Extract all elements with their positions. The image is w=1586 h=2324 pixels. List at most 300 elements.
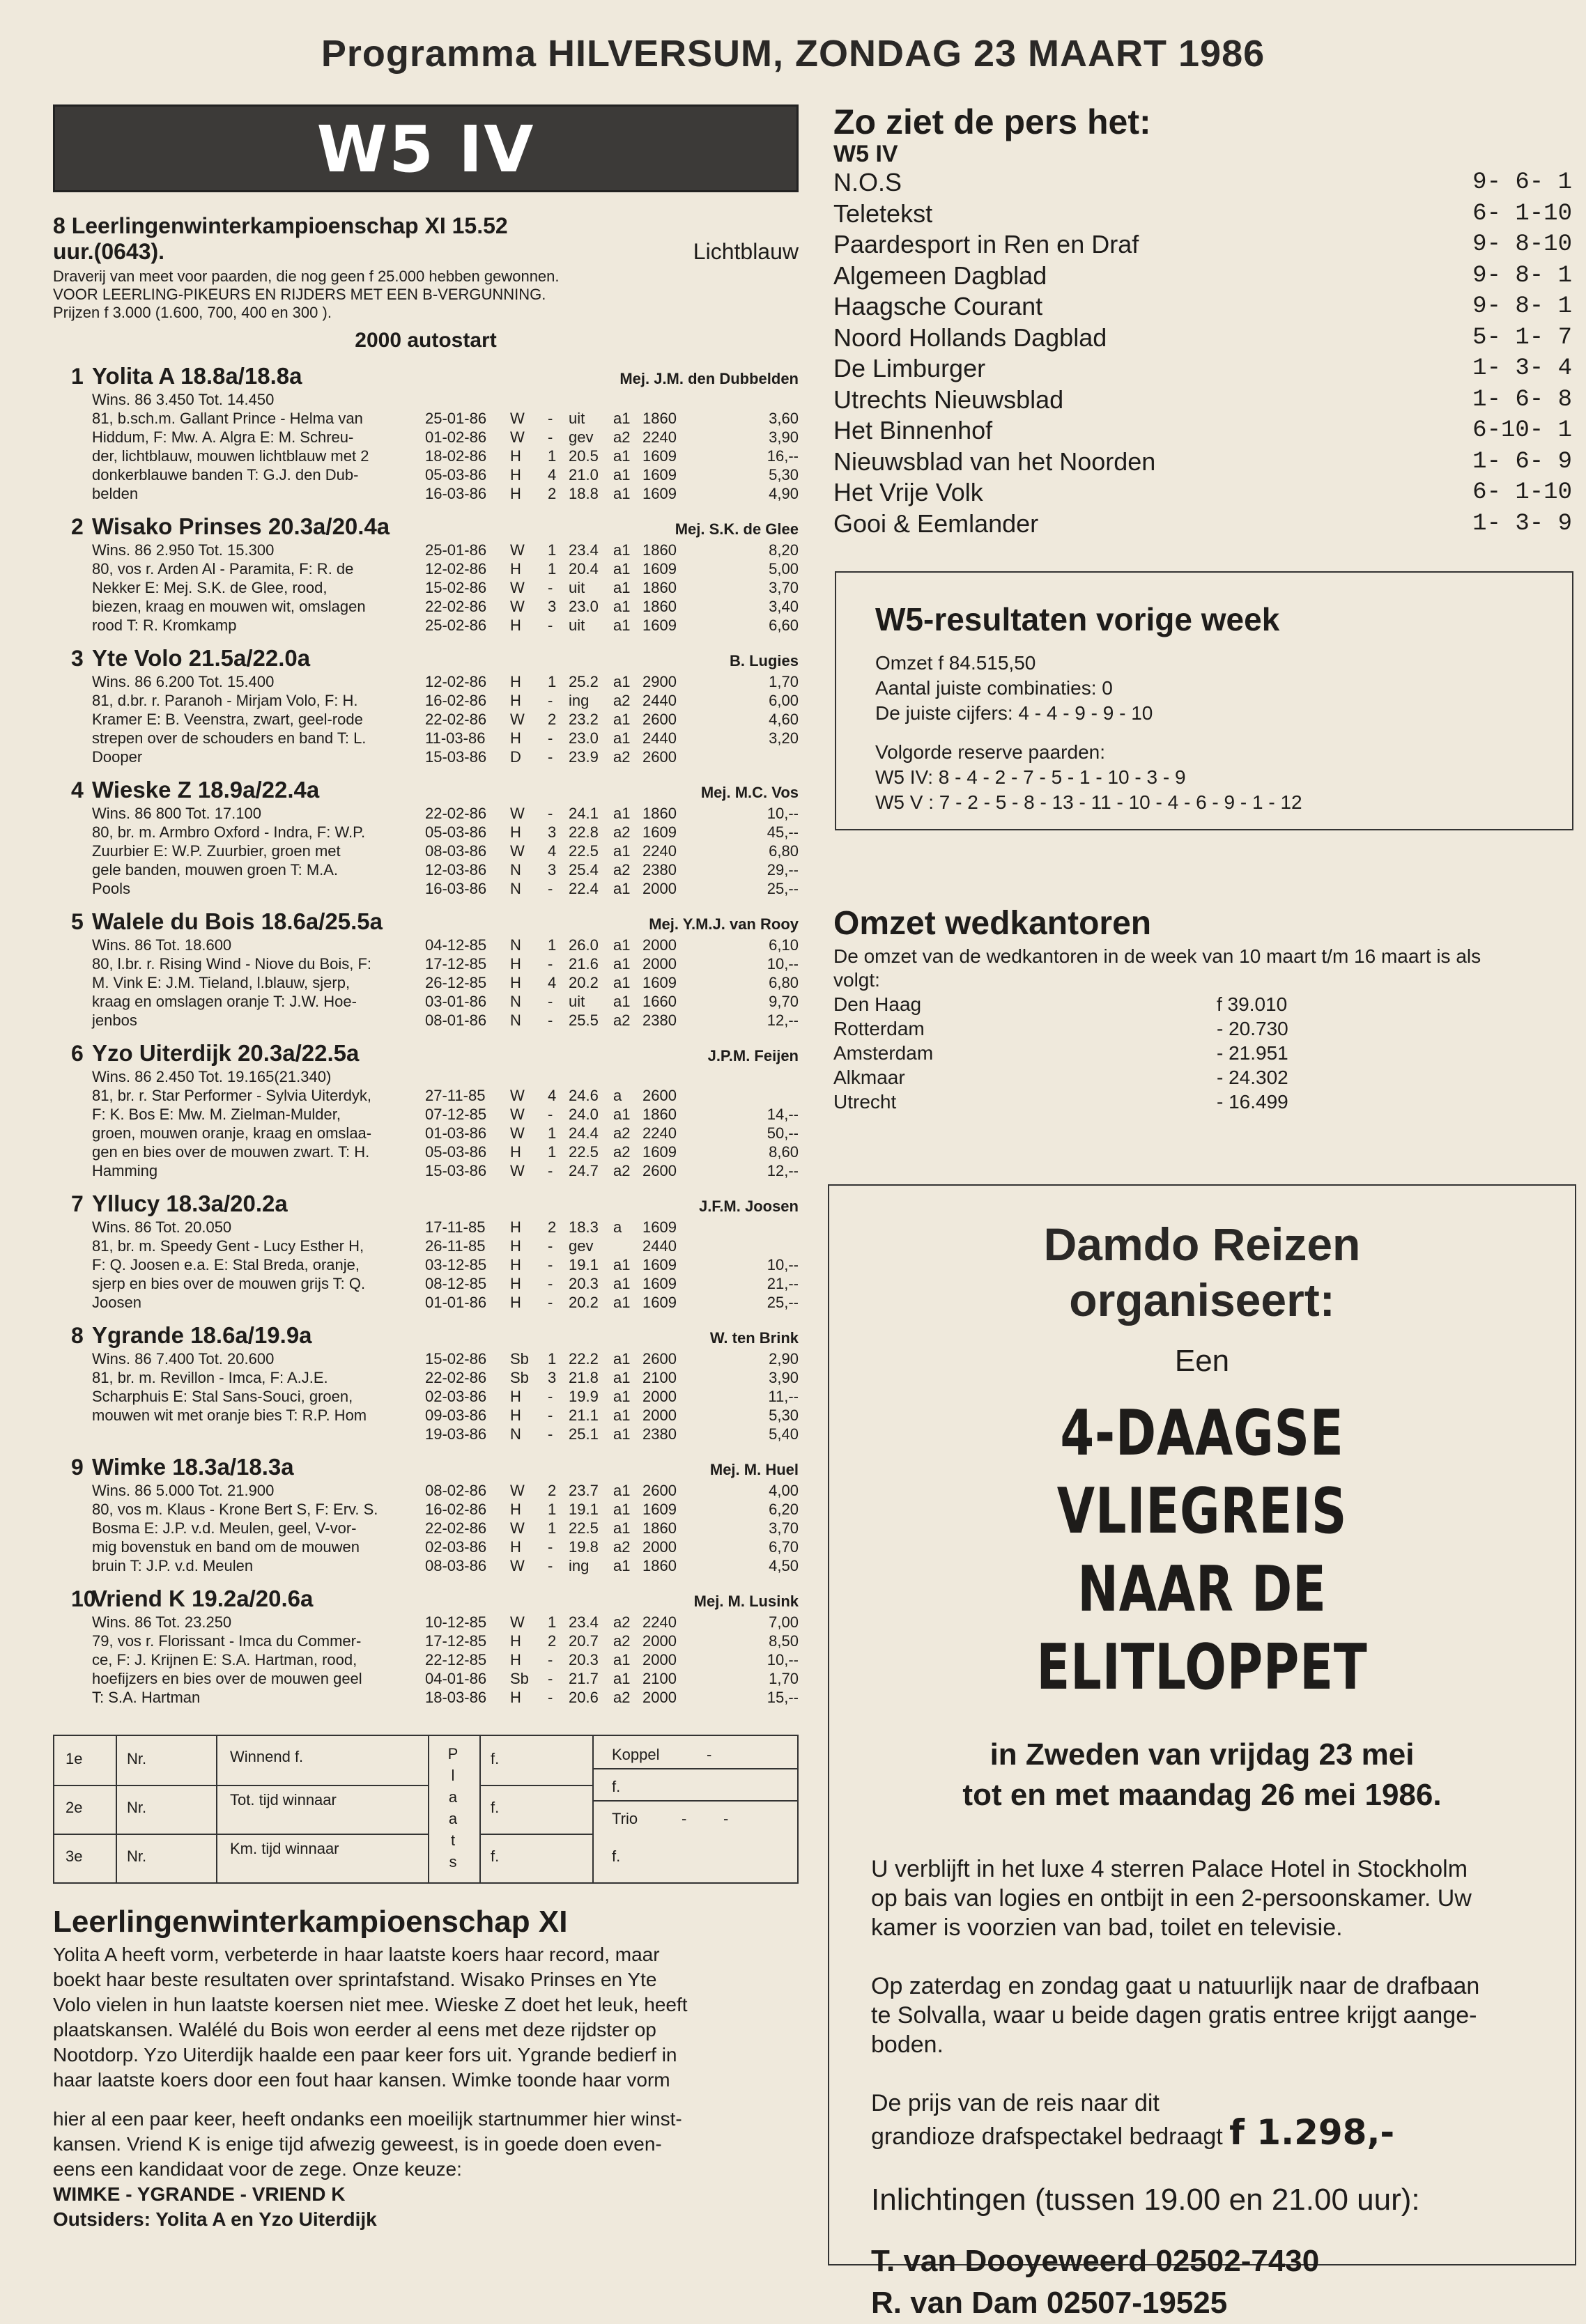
koppel-label: Koppel bbox=[612, 1746, 660, 1763]
result-cell: 2380 bbox=[642, 861, 677, 878]
result-cell: a1 bbox=[613, 1256, 631, 1273]
result-cell bbox=[510, 1067, 548, 1086]
result-cell: a1 bbox=[613, 447, 631, 465]
horse-title-row bbox=[92, 513, 799, 541]
pers-row bbox=[833, 385, 1572, 416]
result-cell: H bbox=[510, 1237, 521, 1255]
ad-dates bbox=[829, 1735, 1575, 1815]
result-cell: 04-12-85 bbox=[425, 936, 487, 954]
pers-section bbox=[833, 103, 1572, 539]
result-cell: H bbox=[510, 447, 521, 465]
result-cell: - bbox=[548, 993, 553, 1010]
result-cell: 23.7 bbox=[569, 1482, 599, 1499]
horse-desc-line: F: Q. Joosen e.a. E: Stal Breda, oranje, bbox=[92, 1256, 360, 1273]
result-cell: 2600 bbox=[642, 748, 677, 766]
result-cell: 08-02-86 bbox=[425, 1482, 487, 1499]
ad-text-line: U verblijft in het luxe 4 sterren Palace Hotel in Stockholm bbox=[871, 1856, 1468, 1882]
result-cell: 4 bbox=[548, 842, 557, 860]
horse-name: Wisako Prinses 20.3a/20.4a bbox=[92, 513, 390, 539]
result-cell: a1 bbox=[613, 466, 631, 483]
result-cell: - bbox=[548, 1294, 553, 1311]
result-cell: a1 bbox=[613, 711, 631, 728]
result-cell: 1860 bbox=[642, 598, 677, 615]
result-cell: 22-02-86 bbox=[425, 1519, 487, 1537]
result-cell: 2 bbox=[548, 711, 557, 728]
result-cell: 09-03-86 bbox=[425, 1407, 487, 1424]
result-cell: 2440 bbox=[642, 729, 677, 747]
result-box-divider bbox=[479, 1834, 592, 1835]
plaats-letter: a bbox=[448, 1788, 458, 1806]
result-cell: 1 bbox=[548, 1501, 557, 1518]
result-cell: Sb bbox=[510, 1369, 529, 1386]
result-cell: 03-12-85 bbox=[425, 1256, 487, 1273]
result-cell: a1 bbox=[613, 993, 631, 1010]
result-cell: H bbox=[510, 617, 521, 634]
result-row bbox=[425, 1218, 799, 1237]
plaats-letter: l bbox=[451, 1767, 455, 1784]
result-cell: 15,-- bbox=[767, 1689, 799, 1706]
result-cell: 15-03-86 bbox=[425, 1162, 487, 1179]
f-label: f. bbox=[612, 1847, 621, 1865]
race-condition-line: VOOR LEERLING-PIKEURS EN RIJDERS MET EEN B-VERGUNNING. bbox=[53, 286, 546, 303]
result-cell: 1609 bbox=[642, 1501, 677, 1518]
result-cell: gev bbox=[569, 1237, 594, 1255]
result-cell: gev bbox=[569, 428, 594, 446]
horse-entry bbox=[53, 362, 799, 503]
result-cell: 6,80 bbox=[769, 974, 799, 991]
result-cell: uit bbox=[569, 617, 585, 634]
plaats-letter: t bbox=[450, 1831, 456, 1849]
pers-row bbox=[833, 261, 1572, 292]
result-cell: 2100 bbox=[642, 1670, 677, 1687]
result-cell: a1 bbox=[613, 729, 631, 747]
result-cell: 6,10 bbox=[769, 936, 799, 954]
result-row bbox=[425, 1537, 799, 1556]
result-cell: - bbox=[548, 617, 553, 634]
horse-title-row bbox=[92, 644, 799, 672]
result-cell: W bbox=[510, 1124, 525, 1142]
horse-driver: Mej. Y.M.J. van Rooy bbox=[649, 915, 799, 933]
commentary-line: kansen. Vriend K is enige tijd afwezig geweest, is in goede doen even- bbox=[53, 2133, 662, 2155]
result-cell bbox=[642, 390, 694, 409]
result-cell: - bbox=[548, 1237, 553, 1255]
result-cell: 1860 bbox=[642, 805, 677, 822]
horse-desc-line: donkerblauwe banden T: G.J. den Dub- bbox=[92, 466, 359, 483]
horse-name: Yllucy 18.3a/20.2a bbox=[92, 1191, 288, 1216]
result-cell bbox=[642, 1067, 694, 1086]
result-cell: 2 bbox=[548, 1218, 557, 1236]
result-cell bbox=[613, 390, 642, 409]
result-cell: 7,00 bbox=[769, 1613, 799, 1631]
nr-label: Nr. bbox=[127, 1847, 147, 1865]
result-cell: a2 bbox=[613, 748, 631, 766]
horse-driver: J.P.M. Feijen bbox=[707, 1047, 799, 1064]
result-row bbox=[425, 936, 799, 954]
horse-desc-line: hoefijzers en bies over de mouwen geel bbox=[92, 1670, 362, 1687]
result-cell: 22.2 bbox=[569, 1350, 599, 1368]
result-cell: 21.1 bbox=[569, 1407, 599, 1424]
result-cell: 15-03-86 bbox=[425, 748, 487, 766]
result-row bbox=[425, 804, 799, 823]
horse-body bbox=[92, 1218, 799, 1312]
horse-entry bbox=[53, 1585, 799, 1707]
pers-row bbox=[833, 167, 1572, 199]
result-cell: H bbox=[510, 955, 521, 973]
result-cell: - bbox=[548, 1557, 553, 1574]
omzet-intro: volgt: bbox=[833, 969, 880, 991]
horse-name: Wieske Z 18.9a/22.4a bbox=[92, 777, 320, 803]
horse-name: Wimke 18.3a/18.3a bbox=[92, 1454, 294, 1480]
result-cell bbox=[548, 1067, 569, 1086]
horse-results bbox=[425, 936, 799, 1030]
result-cell: 02-03-86 bbox=[425, 1388, 487, 1405]
pers-row bbox=[833, 199, 1572, 230]
result-cell: 23.4 bbox=[569, 541, 599, 559]
result-cell: 24.0 bbox=[569, 1106, 599, 1123]
pers-source: De Limburger bbox=[833, 354, 986, 382]
pers-row bbox=[833, 447, 1572, 478]
horse-title-row bbox=[92, 1585, 799, 1613]
result-cell: 10-12-85 bbox=[425, 1613, 487, 1631]
result-cell: 1609 bbox=[642, 823, 677, 841]
w5-cijfers: De juiste cijfers: 4 - 4 - 9 - 9 - 10 bbox=[875, 702, 1153, 724]
result-row bbox=[425, 409, 799, 428]
horse-results bbox=[425, 804, 799, 898]
horse-desc-line: der, lichtblauw, mouwen lichtblauw met 2 bbox=[92, 447, 369, 465]
result-cell: 23.4 bbox=[569, 1613, 599, 1631]
horse-desc-line: biezen, kraag en mouwen wit, omslagen bbox=[92, 598, 366, 615]
result-cell: 08-03-86 bbox=[425, 1557, 487, 1574]
horse-title-row bbox=[92, 776, 799, 804]
horse-description bbox=[92, 672, 419, 766]
result-cell: 1 bbox=[548, 936, 557, 954]
result-cell: 25.2 bbox=[569, 673, 599, 690]
result-box bbox=[53, 1735, 799, 1884]
horse-desc-line: Scharphuis E: Stal Sans-Souci, groen, bbox=[92, 1388, 353, 1405]
horse-number: 4 bbox=[71, 777, 84, 803]
horse-desc-line: sjerp en bies over de mouwen grijs T: Q. bbox=[92, 1275, 366, 1292]
result-cell: W bbox=[510, 1106, 525, 1123]
result-cell: 21.0 bbox=[569, 466, 599, 483]
result-cell: 20.5 bbox=[569, 447, 599, 465]
result-cell: a bbox=[613, 1218, 622, 1236]
w5-reserve-title: Volgorde reserve paarden: bbox=[875, 741, 1105, 763]
result-row bbox=[425, 1387, 799, 1406]
horse-number: 10 bbox=[71, 1586, 96, 1611]
result-cell: 11,-- bbox=[768, 1388, 799, 1405]
result-cell: 15-02-86 bbox=[425, 579, 487, 596]
horse-results bbox=[425, 1481, 799, 1575]
horse-desc-line: 80, vos m. Klaus - Krone Bert S, F: Erv. S. bbox=[92, 1501, 378, 1518]
result-cell: 18-02-86 bbox=[425, 447, 487, 465]
result-cell: 22.4 bbox=[569, 880, 599, 897]
result-cell: 50,-- bbox=[767, 1124, 799, 1142]
result-cell: 1609 bbox=[642, 1275, 677, 1292]
result-cell: 01-02-86 bbox=[425, 428, 487, 446]
horse-body bbox=[92, 1349, 799, 1443]
result-cell: 3 bbox=[548, 861, 557, 878]
result-cell: 12,-- bbox=[767, 1162, 799, 1179]
omzet-city: Den Haag bbox=[833, 993, 922, 1015]
result-cell: 2900 bbox=[642, 673, 677, 690]
result-cell bbox=[569, 390, 613, 409]
result-cell: 2000 bbox=[642, 1538, 677, 1556]
horse-main bbox=[92, 1322, 799, 1443]
ad-text-line: kamer is voorzien van bad, toilet en televisie. bbox=[871, 1914, 1343, 1941]
horse-title-row bbox=[92, 1322, 799, 1349]
commentary-line: haar laatste koers door een fout haar kansen. Wimke toonde haar vorm bbox=[53, 2069, 670, 2091]
result-cell: 25,-- bbox=[767, 880, 799, 897]
pers-source: Utrechts Nieuwsblad bbox=[833, 385, 1064, 414]
result-cell: 12-03-86 bbox=[425, 861, 487, 878]
pers-pick: 1- 6- 9 bbox=[1458, 448, 1572, 475]
result-cell: - bbox=[548, 1407, 553, 1424]
result-row bbox=[425, 1274, 799, 1293]
race-condition-line: Prijzen f 3.000 (1.600, 700, 400 en 300 ). bbox=[53, 304, 332, 321]
result-cell: - bbox=[548, 1425, 553, 1443]
result-cell: 6,00 bbox=[769, 692, 799, 709]
f-label: f. bbox=[491, 1847, 500, 1865]
race-header-line2-row bbox=[53, 239, 799, 265]
result-cell: W bbox=[510, 1519, 525, 1537]
result-cell: 25.5 bbox=[569, 1012, 599, 1029]
result-cell: 3,90 bbox=[769, 428, 799, 446]
horse-desc-line: 81, br. m. Speedy Gent - Lucy Esther H, bbox=[92, 1237, 364, 1255]
result-cell: N bbox=[510, 1425, 521, 1443]
pers-source: Het Binnenhof bbox=[833, 416, 993, 444]
result-cell: H bbox=[510, 673, 521, 690]
result-cell: Sb bbox=[510, 1350, 529, 1368]
w5-combinaties: Aantal juiste combinaties: 0 bbox=[875, 677, 1113, 699]
horse-desc-line: F: K. Bos E: Mw. M. Zielman-Mulder, bbox=[92, 1106, 341, 1123]
result-row bbox=[425, 710, 799, 729]
horse-number: 8 bbox=[71, 1323, 84, 1348]
result-row bbox=[425, 390, 799, 409]
result-cell: 45,-- bbox=[767, 823, 799, 841]
place-label: 2e bbox=[66, 1799, 83, 1816]
horse-driver: W. ten Brink bbox=[709, 1329, 799, 1347]
horse-body bbox=[92, 804, 799, 898]
result-cell: a1 bbox=[613, 1425, 631, 1443]
result-cell: 10,-- bbox=[767, 1256, 799, 1273]
result-cell: H bbox=[510, 1632, 521, 1650]
horse-entry bbox=[53, 1039, 799, 1180]
result-cell: 16-03-86 bbox=[425, 485, 487, 502]
result-cell bbox=[425, 1067, 510, 1086]
trio-dash: - bbox=[682, 1810, 687, 1827]
result-cell: 08-12-85 bbox=[425, 1275, 487, 1292]
pers-source: Het Vrije Volk bbox=[833, 478, 983, 506]
result-cell: 02-03-86 bbox=[425, 1538, 487, 1556]
result-cell bbox=[569, 1067, 613, 1086]
result-cell: 25,-- bbox=[767, 1294, 799, 1311]
result-cell: H bbox=[510, 729, 521, 747]
result-cell: 2600 bbox=[642, 711, 677, 728]
result-cell: 2240 bbox=[642, 842, 677, 860]
omzet-city: Amsterdam bbox=[833, 1042, 934, 1064]
result-cell: - bbox=[548, 1256, 553, 1273]
ad-headline bbox=[911, 1395, 1493, 1707]
ad-text-line: grandioze drafspectakel bedraagt bbox=[871, 2123, 1223, 2150]
omzet-section bbox=[833, 903, 1579, 1114]
result-cell: 3,40 bbox=[769, 598, 799, 615]
result-cell: 2 bbox=[548, 485, 557, 502]
result-cell: a1 bbox=[613, 936, 631, 954]
result-cell: 12,-- bbox=[767, 1012, 799, 1029]
horse-desc-line: Wins. 86 Tot. 23.250 bbox=[92, 1613, 232, 1631]
result-row bbox=[425, 1688, 799, 1707]
w5-reserve-v: W5 V : 7 - 2 - 5 - 8 - 13 - 11 - 10 - 4 - 6 - 9 - 1 - 12 bbox=[875, 791, 1302, 813]
result-cell: 29,-- bbox=[767, 861, 799, 878]
result-cell: 6,80 bbox=[769, 842, 799, 860]
result-cell: - bbox=[548, 1388, 553, 1405]
pers-pick: 6- 1-10 bbox=[1458, 479, 1572, 506]
omzet-row bbox=[833, 1090, 1579, 1114]
pers-source: Paardesport in Ren en Draf bbox=[833, 230, 1139, 258]
result-cell: H bbox=[510, 560, 521, 578]
horse-driver: Mej. M. Huel bbox=[709, 1461, 799, 1478]
result-cell: H bbox=[510, 1256, 521, 1273]
result-cell: - bbox=[548, 805, 553, 822]
horse-desc-line: strepen over de schouders en band T: L. bbox=[92, 729, 367, 747]
result-cell: 2000 bbox=[642, 1651, 677, 1668]
w5-reserve-iv: W5 IV: 8 - 4 - 2 - 7 - 5 - 1 - 10 - 3 - 9 bbox=[875, 766, 1186, 788]
result-cell: W bbox=[510, 598, 525, 615]
result-cell: 25.1 bbox=[569, 1425, 599, 1443]
result-row bbox=[425, 729, 799, 747]
result-cell bbox=[613, 1237, 642, 1255]
commentary-line: boekt haar beste resultaten over sprintafstand. Wisako Prinses en Yte bbox=[53, 1969, 657, 1990]
result-cell: a1 bbox=[613, 1651, 631, 1668]
result-cell: 1,70 bbox=[769, 1670, 799, 1687]
plaats-letter: a bbox=[448, 1810, 458, 1827]
result-cell: 2600 bbox=[642, 1087, 677, 1104]
trio-dash: - bbox=[723, 1810, 729, 1827]
horse-title-row bbox=[92, 362, 799, 390]
result-cell: 22.5 bbox=[569, 1519, 599, 1537]
horse-number: 2 bbox=[71, 514, 84, 539]
horse-description bbox=[92, 936, 419, 1030]
ad-text-line: te Solvalla, waar u beide dagen gratis entree krijgt aange- bbox=[871, 2002, 1477, 2029]
result-cell: 6,60 bbox=[769, 617, 799, 634]
result-cell: D bbox=[510, 748, 521, 766]
commentary-line: eens een kandidaat voor de zege. Onze keuze: bbox=[53, 2158, 462, 2180]
result-cell: 04-01-86 bbox=[425, 1670, 487, 1687]
result-box-divider bbox=[54, 1785, 428, 1786]
result-cell: 05-03-86 bbox=[425, 823, 487, 841]
result-cell: 3 bbox=[548, 1369, 557, 1386]
result-cell: 1,70 bbox=[769, 673, 799, 690]
result-cell: 21.7 bbox=[569, 1670, 599, 1687]
result-cell: a1 bbox=[613, 1369, 631, 1386]
result-cell: 3,20 bbox=[769, 729, 799, 747]
horse-desc-line: Wins. 86 5.000 Tot. 21.900 bbox=[92, 1482, 275, 1499]
result-cell: a1 bbox=[613, 842, 631, 860]
horse-driver: Mej. M.C. Vos bbox=[700, 784, 799, 801]
race-color: Lichtblauw bbox=[693, 239, 799, 264]
result-cell: 1860 bbox=[642, 410, 677, 427]
horse-main bbox=[92, 908, 799, 1030]
result-cell: 03-01-86 bbox=[425, 993, 487, 1010]
result-cell: - bbox=[548, 1106, 553, 1123]
omzet-amount: - 20.730 bbox=[1217, 1018, 1288, 1039]
race-banner bbox=[53, 104, 799, 192]
result-cell: H bbox=[510, 1501, 521, 1518]
result-cell: - bbox=[548, 748, 553, 766]
result-cell: 20.2 bbox=[569, 1294, 599, 1311]
horse-desc-line: Dooper bbox=[92, 748, 143, 766]
result-cell: a1 bbox=[613, 617, 631, 634]
ad-info: Inlichtingen (tussen 19.00 en 21.00 uur): bbox=[871, 2183, 1420, 2217]
result-cell: 2380 bbox=[642, 1012, 677, 1029]
result-cell: - bbox=[548, 1538, 553, 1556]
plaats-letter: P bbox=[447, 1745, 459, 1763]
result-cell: a2 bbox=[613, 823, 631, 841]
result-box-divider bbox=[216, 1736, 217, 1882]
result-cell: 1609 bbox=[642, 974, 677, 991]
result-cell: H bbox=[510, 1143, 521, 1161]
result-cell: 1860 bbox=[642, 579, 677, 596]
result-cell: 12-02-86 bbox=[425, 673, 487, 690]
result-box-divider bbox=[116, 1736, 117, 1882]
result-cell: 21.6 bbox=[569, 955, 599, 973]
result-label: Winnend f. bbox=[230, 1748, 304, 1765]
result-row bbox=[425, 1067, 799, 1086]
result-cell: 1 bbox=[548, 1124, 557, 1142]
result-cell: 6,70 bbox=[769, 1538, 799, 1556]
result-cell: a1 bbox=[613, 1106, 631, 1123]
result-cell: H bbox=[510, 823, 521, 841]
horse-number: 7 bbox=[71, 1191, 84, 1216]
result-cell: 8,50 bbox=[769, 1632, 799, 1650]
result-cell: Sb bbox=[510, 1670, 529, 1687]
result-cell: 2000 bbox=[642, 1632, 677, 1650]
pers-row bbox=[833, 229, 1572, 261]
result-cell: 3,90 bbox=[769, 1369, 799, 1386]
pers-row bbox=[833, 415, 1572, 447]
ad-text-line: boden. bbox=[871, 2031, 944, 2058]
result-cell: a1 bbox=[613, 1557, 631, 1574]
horse-name: Vriend K 19.2a/20.6a bbox=[92, 1586, 314, 1611]
result-cell: 1660 bbox=[642, 993, 677, 1010]
result-cell: 20.3 bbox=[569, 1275, 599, 1292]
result-cell: 24.7 bbox=[569, 1162, 599, 1179]
horse-description bbox=[92, 1349, 419, 1443]
result-cell: 19.8 bbox=[569, 1538, 599, 1556]
result-cell: 3,70 bbox=[769, 579, 799, 596]
result-label: Km. tijd winnaar bbox=[230, 1840, 339, 1857]
result-cell: 2240 bbox=[642, 1124, 677, 1142]
result-row bbox=[425, 1255, 799, 1274]
horse-title-row bbox=[92, 1453, 799, 1481]
horse-desc-line: 81, d.br. r. Paranoh - Mirjam Volo, F: H. bbox=[92, 692, 358, 709]
result-cell: - bbox=[548, 1651, 553, 1668]
result-cell: a1 bbox=[613, 1388, 631, 1405]
race-banner-text: W5 IV bbox=[316, 112, 535, 187]
pers-pick: 6- 1-10 bbox=[1458, 200, 1572, 227]
result-cell: 22-12-85 bbox=[425, 1651, 487, 1668]
pers-row bbox=[833, 477, 1572, 509]
result-cell: 1 bbox=[548, 673, 557, 690]
omzet-row bbox=[833, 992, 1579, 1016]
result-cell: 1 bbox=[548, 1613, 557, 1631]
result-row bbox=[425, 1124, 799, 1142]
horse-main bbox=[92, 1039, 799, 1180]
horse-desc-line: ce, F: J. Krijnen E: S.A. Hartman, rood, bbox=[92, 1651, 357, 1668]
w5-results-box bbox=[835, 571, 1573, 830]
place-label: 3e bbox=[66, 1847, 83, 1865]
result-row bbox=[425, 1142, 799, 1161]
